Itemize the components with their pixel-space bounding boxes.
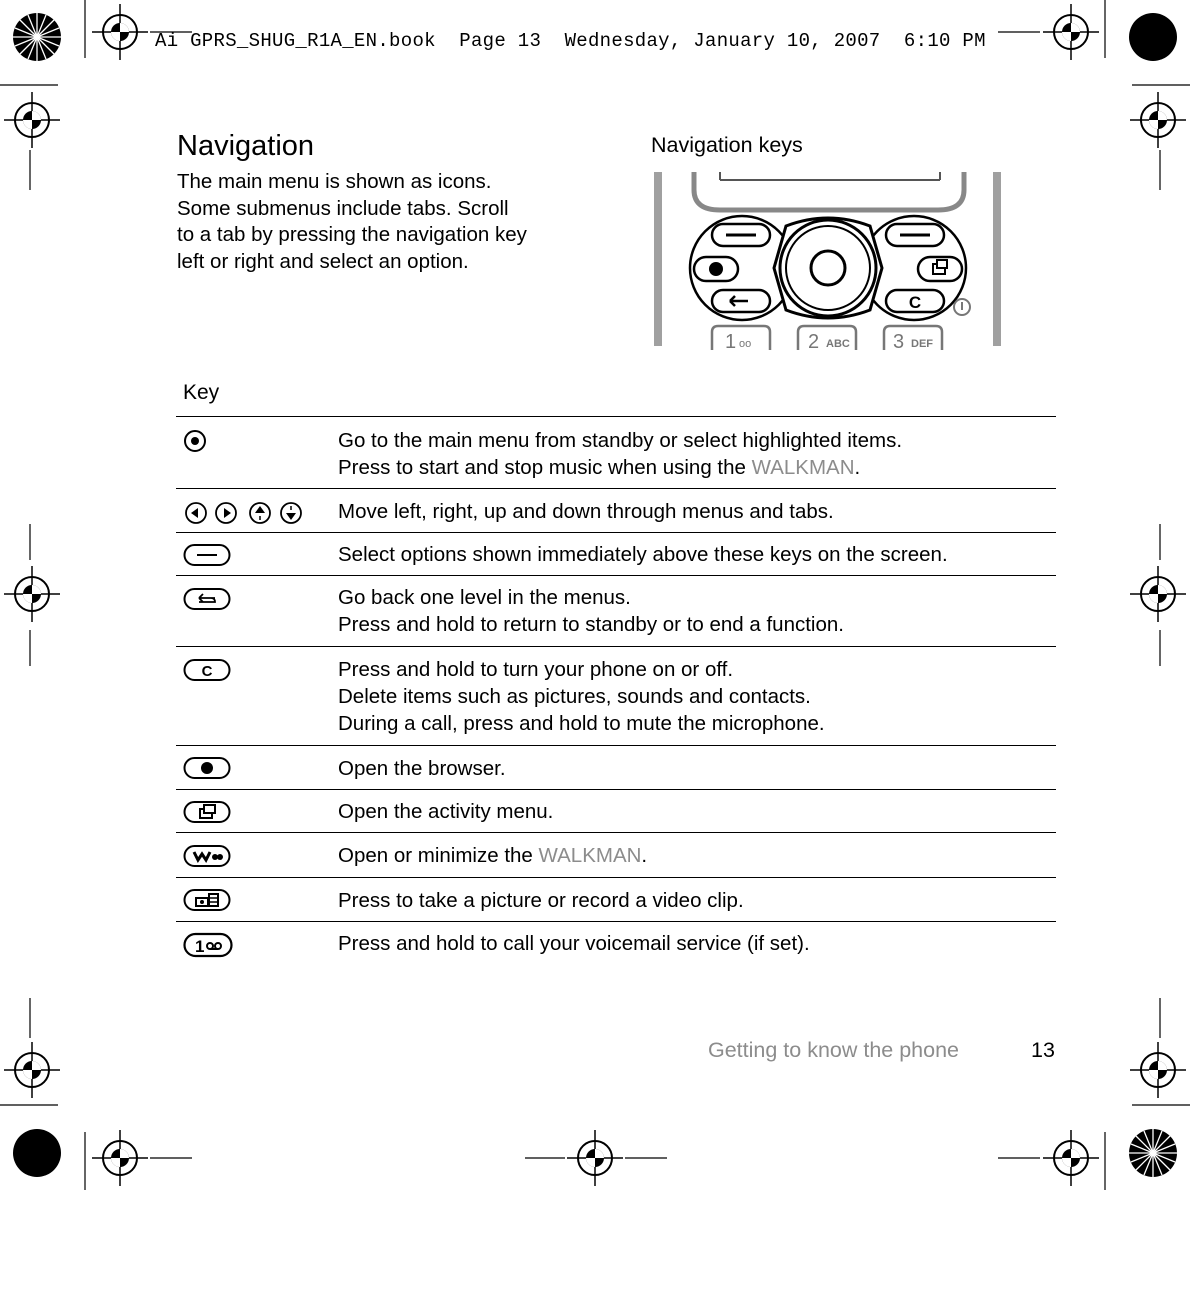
row-text: Press and hold to turn your phone on or off. <box>338 658 734 681</box>
row-text: Go to the main menu from standby or select highlighted items. <box>338 429 903 452</box>
svg-text:2: 2 <box>808 331 820 350</box>
walkman-word: WALKMAN <box>751 456 855 479</box>
row-text: Press to take a picture or record a video clip. <box>338 889 744 912</box>
intro-paragraph <box>177 169 597 275</box>
phone-navigation-illustration <box>650 166 1006 350</box>
svg-text:3: 3 <box>893 331 905 350</box>
svg-text:oo: oo <box>739 338 752 350</box>
svg-text:1: 1 <box>195 937 205 956</box>
walkman-word: WALKMAN <box>538 844 642 867</box>
table-row <box>176 878 1056 922</box>
back-key-icon <box>183 587 231 611</box>
table-row <box>176 647 1056 746</box>
page-number: 13 <box>1031 1038 1055 1062</box>
row-text: Delete items such as pictures, sounds and contacts. <box>338 685 811 708</box>
intro-line: The main menu is shown as icons. <box>177 170 492 193</box>
row-text: Open the browser. <box>338 757 506 780</box>
footer-section-title: Getting to know the phone <box>708 1038 960 1062</box>
keypad-label-def: DEF <box>911 338 933 350</box>
table-row <box>176 746 1056 790</box>
center-select-key-icon <box>183 429 207 453</box>
svg-text:1: 1 <box>725 331 737 350</box>
row-text: Open or minimize the <box>338 844 539 867</box>
row-text: Press and hold to return to standby or to end a function. <box>338 613 844 636</box>
c-key-icon <box>183 658 231 682</box>
page-title: Navigation <box>177 130 315 162</box>
table-row <box>176 922 1056 966</box>
walkman-key-icon <box>183 844 231 868</box>
table-row <box>176 417 1056 489</box>
keypad-label-abc: ABC <box>826 338 850 350</box>
intro-line: Some submenus include tabs. Scroll <box>177 196 509 220</box>
row-text-suffix: . <box>641 844 648 867</box>
table-row <box>176 790 1056 833</box>
svg-text:C: C <box>201 663 213 680</box>
voicemail-key-icon <box>183 932 233 958</box>
intro-line: to a tab by pressing the navigation key <box>177 223 527 246</box>
row-text: During a call, press and hold to mute the microphone. <box>338 712 825 735</box>
row-text: Press to start and stop music when using the <box>338 456 752 479</box>
intro-line: left or right and select an option. <box>177 249 469 273</box>
row-text: Select options shown immediately above these keys on the screen. <box>338 543 948 566</box>
row-text-suffix: . <box>854 456 861 479</box>
browser-key-icon <box>183 756 231 780</box>
table-row <box>176 489 1056 533</box>
row-text: Open the activity menu. <box>338 800 554 823</box>
direction-keys-icon <box>183 500 303 526</box>
table-row <box>176 533 1056 576</box>
camera-key-icon <box>183 888 231 912</box>
table-row <box>176 576 1056 647</box>
row-text: Move left, right, up and down through menus and tabs. <box>338 500 834 523</box>
nav-keys-title: Navigation keys <box>651 133 803 157</box>
print-header: Ai GPRS_SHUG_R1A_EN.book Page 13 Wednesday, January 10, 2007 6:10 PM <box>155 30 986 52</box>
svg-text:C: C <box>908 293 922 312</box>
table-row <box>176 833 1056 878</box>
key-table <box>176 416 1056 966</box>
row-text: Go back one level in the menus. <box>338 586 631 609</box>
key-table-title: Key <box>183 381 220 404</box>
selection-key-icon <box>183 543 231 567</box>
row-text: Press and hold to call your voicemail service (if set). <box>338 932 810 955</box>
activity-menu-key-icon <box>183 800 231 824</box>
